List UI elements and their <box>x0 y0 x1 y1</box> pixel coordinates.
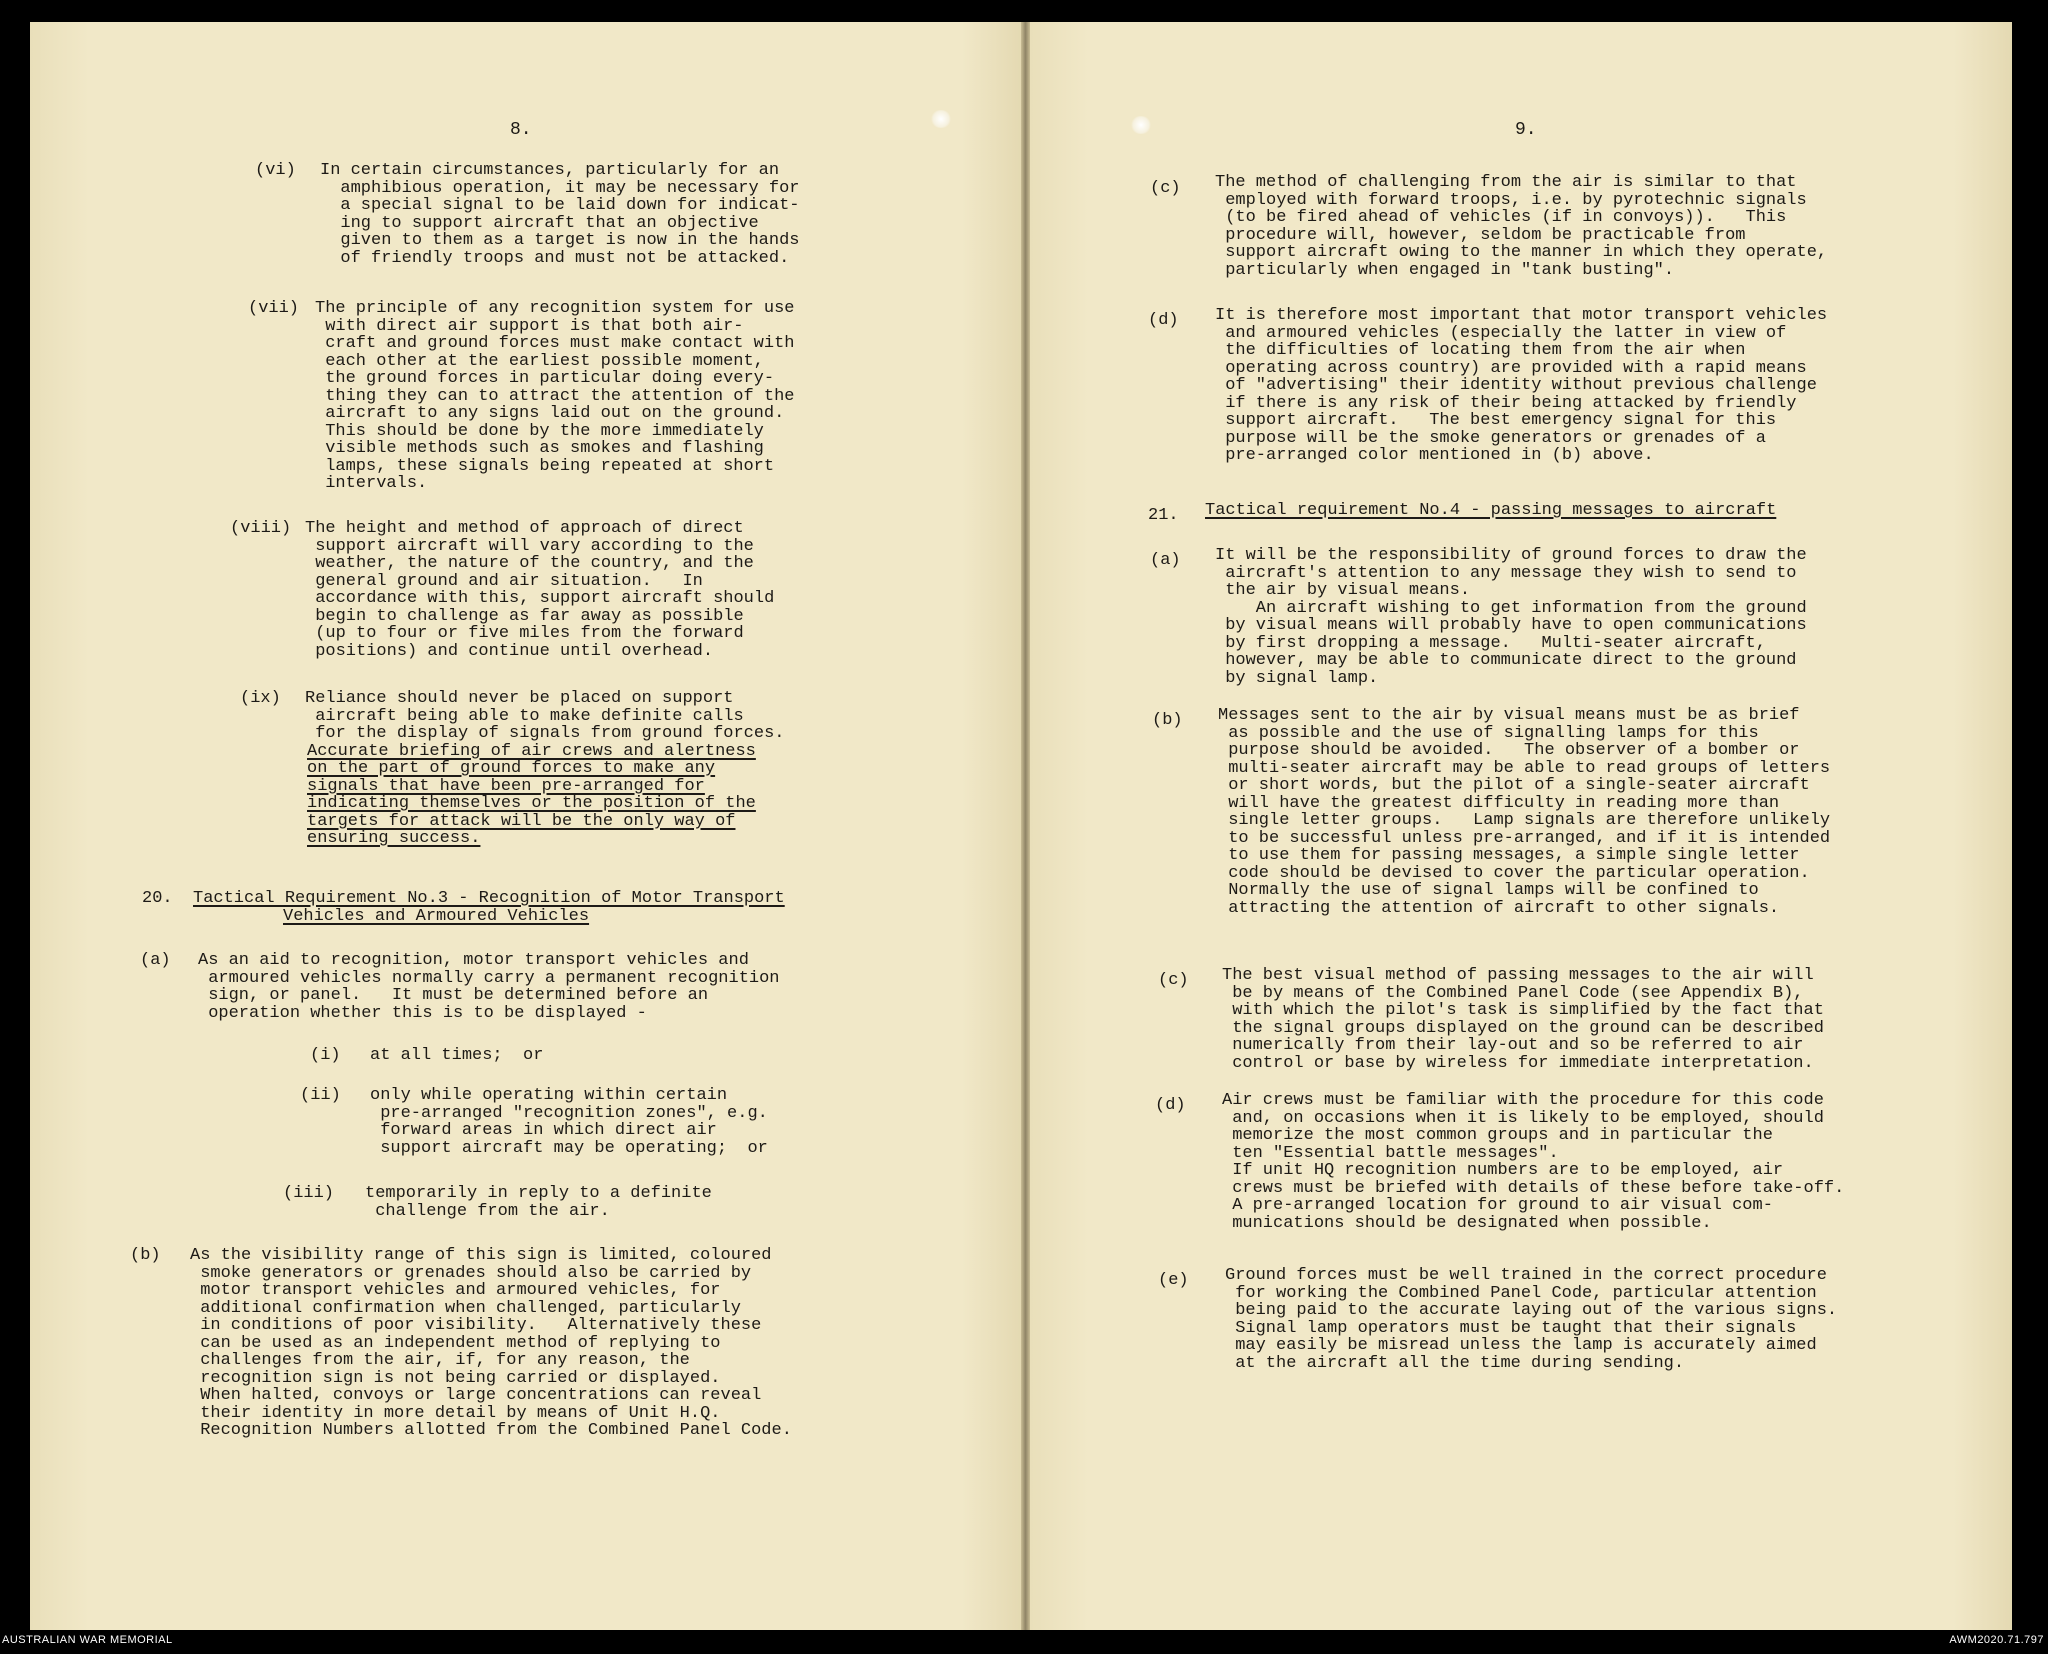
item-text: In certain circumstances, particularly for an amphibious operation, it may be necessary for a special signal to be laid down for indicat- ing to support aircraft that an objective given to them as a target is now in the hands of friendly troops and must not be attacked. <box>320 161 800 268</box>
document-spread <box>30 22 2012 1630</box>
item-label: (c) <box>1158 971 1189 990</box>
item-text-block <box>305 690 784 848</box>
item-text: It will be the responsibility of ground forces to draw the aircraft's attention to any message they wish to send to the air by visual means. An aircraft wishing to get information from the ground by visual means will probably have to open communications by first dropping a message. Multi-seater aircraft, however, may be able to communicate direct to the ground by signal lamp. <box>1215 546 1807 688</box>
item-text: The method of challenging from the air is similar to that employed with forward troops, i.e. by pyrotechnic signals (to be fired ahead of vehicles (if in convoys)). This procedure will, however, seldom be practicable from support aircraft owing to the manner in which they operate, particularly when engaged in "tank busting". <box>1215 173 1828 280</box>
underlined-text: Accurate briefing of air crews and alertness on the part of ground forces to make any signals that have been pre-arranged for indicating themselves or the position of the targets for attack will be the only way of ensuring success. <box>307 741 756 848</box>
section-number: 21. <box>1148 506 1179 525</box>
section-title-line1: Tactical Requirement No.3 - Recognition of Motor Transport <box>193 889 785 908</box>
item-text: temporarily in reply to a definite challenge from the air. <box>365 1184 712 1221</box>
item-text: Messages sent to the air by visual means must be as brief as possible and the use of signalling lamps for this purpose should be avoided. The observer of a bomber or multi-seater aircraft may be able to read groups of letters or short words, but the pilot of a single-seater aircraft will have the greatest difficulty in reading more than single letter groups. Lamp signals are therefore unlikely to be successful unless pre-arranged, and if it is intended to use them for passing messages, a simple single letter code should be devised to cover the particular operation. Normally the use of signal lamps will be confined to attracting the attention of aircraft to other signals. <box>1218 706 1831 918</box>
item-text: The height and method of approach of direct support aircraft will vary according to the weather, the nature of the country, and the general ground and air situation. In accordance with this, support aircraft should begin to challenge as far away as possible (up to four or five miles from the forward positions) and continue until overhead. <box>305 519 775 661</box>
page-number: 8. <box>510 120 532 140</box>
item-text: As an aid to recognition, motor transport vehicles and armoured vehicles normally carry a permanent recognition sign, or panel. It must be determined before an operation whether this is to be displayed - <box>198 951 780 1023</box>
item-label: (viii) <box>230 519 292 538</box>
item-label: (ix) <box>240 689 281 708</box>
punch-hole <box>1130 116 1152 134</box>
item-text: only while operating within certain pre-arranged "recognition zones", e.g. forward areas in which direct air support aircraft may be operating; or <box>370 1086 768 1158</box>
item-text: The best visual method of passing messages to the air will be by means of the Combined Panel Code (see Appendix B), with which the pilot's task is simplified by the fact that the signal groups displayed on the ground can be described numerically from their lay-out and so be referred to air control or base by wireless for immediate interpretation. <box>1222 966 1824 1073</box>
item-label: (d) <box>1148 311 1179 330</box>
item-text: As the visibility range of this sign is limited, coloured smoke generators or grenades should also be carried by motor transport vehicles and armoured vehicles, for additional confirmation when challenged, particularly in conditions of poor visibility. Alternatively these can be used as an independent method of replying to challenges from the air, if, for any reason, the recognition sign is not being carried or displayed. When halted, convoys or large concentrations can reveal their identity in more detail by means of Unit H.Q. Recognition Numbers allotted from the Combined Panel Code. <box>190 1246 792 1440</box>
item-label: (a) <box>1150 551 1181 570</box>
book-gutter <box>1021 22 1030 1630</box>
page-number: 9. <box>1515 120 1537 140</box>
section-title <box>193 890 785 925</box>
section-title-line2: Vehicles and Armoured Vehicles <box>283 906 590 926</box>
footer-left: AUSTRALIAN WAR MEMORIAL <box>2 1634 173 1646</box>
footer-right: AWM2020.71.797 <box>1949 1634 2044 1646</box>
item-label: (a) <box>140 951 171 970</box>
item-label: (vi) <box>255 161 296 180</box>
item-label: (ii) <box>300 1086 341 1105</box>
item-text: Ground forces must be well trained in the correct procedure for working the Combined Panel Code, particular attention being paid to the accurate laying out of the various signs. Signal lamp operators must be taught that their signals may easily be misread unless the lamp is accurately aimed at the aircraft all the time during sending. <box>1225 1266 1838 1373</box>
item-text: Air crews must be familiar with the procedure for this code and, on occasions when it is likely to be employed, should memorize the most common groups and in particular the ten "Essential battle messages". If unit HQ recognition numbers are to be employed, air crews must be briefed with details of these before take-off. A pre-arranged location for ground to air visual com- munications should be designated when possible. <box>1222 1091 1845 1233</box>
item-label: (c) <box>1150 179 1181 198</box>
section-number: 20. <box>142 889 173 908</box>
item-label: (i) <box>310 1046 341 1065</box>
item-label: (b) <box>1152 711 1183 730</box>
item-label: (e) <box>1158 1271 1189 1290</box>
item-text: It is therefore most important that motor transport vehicles and armoured vehicles (especially the latter in view of the difficulties of locating them from the air when operating across country) are provided with a rapid means of "advertising" their identity without previous challenge if there is any risk of their being attacked by friendly support aircraft. The best emergency signal for this purpose will be the smoke generators or grenades of a pre-arranged color mentioned in (b) above. <box>1215 306 1828 465</box>
item-text: The principle of any recognition system for use with direct air support is that both air- craft and ground forces must make contact with each other at the earliest possible moment, the ground forces in particular doing every- thing they can to attract the attention of the aircraft to any signs laid out on the ground. This should be done by the more immediately visible methods such as smokes and flashing lamps, these signals being repeated at short intervals. <box>315 299 795 493</box>
item-text: Reliance should never be placed on support aircraft being able to make definite calls for the display of signals from ground forces. <box>305 689 785 743</box>
punch-hole <box>930 110 952 128</box>
item-label: (b) <box>130 1246 161 1265</box>
item-label: (iii) <box>283 1184 335 1203</box>
item-label: (vii) <box>248 299 300 318</box>
right-page <box>1030 22 2012 1630</box>
left-page <box>30 22 1021 1630</box>
item-label: (d) <box>1155 1096 1186 1115</box>
item-text: at all times; or <box>370 1046 544 1065</box>
section-title: Tactical requirement No.4 - passing messages to aircraft <box>1205 501 1777 520</box>
